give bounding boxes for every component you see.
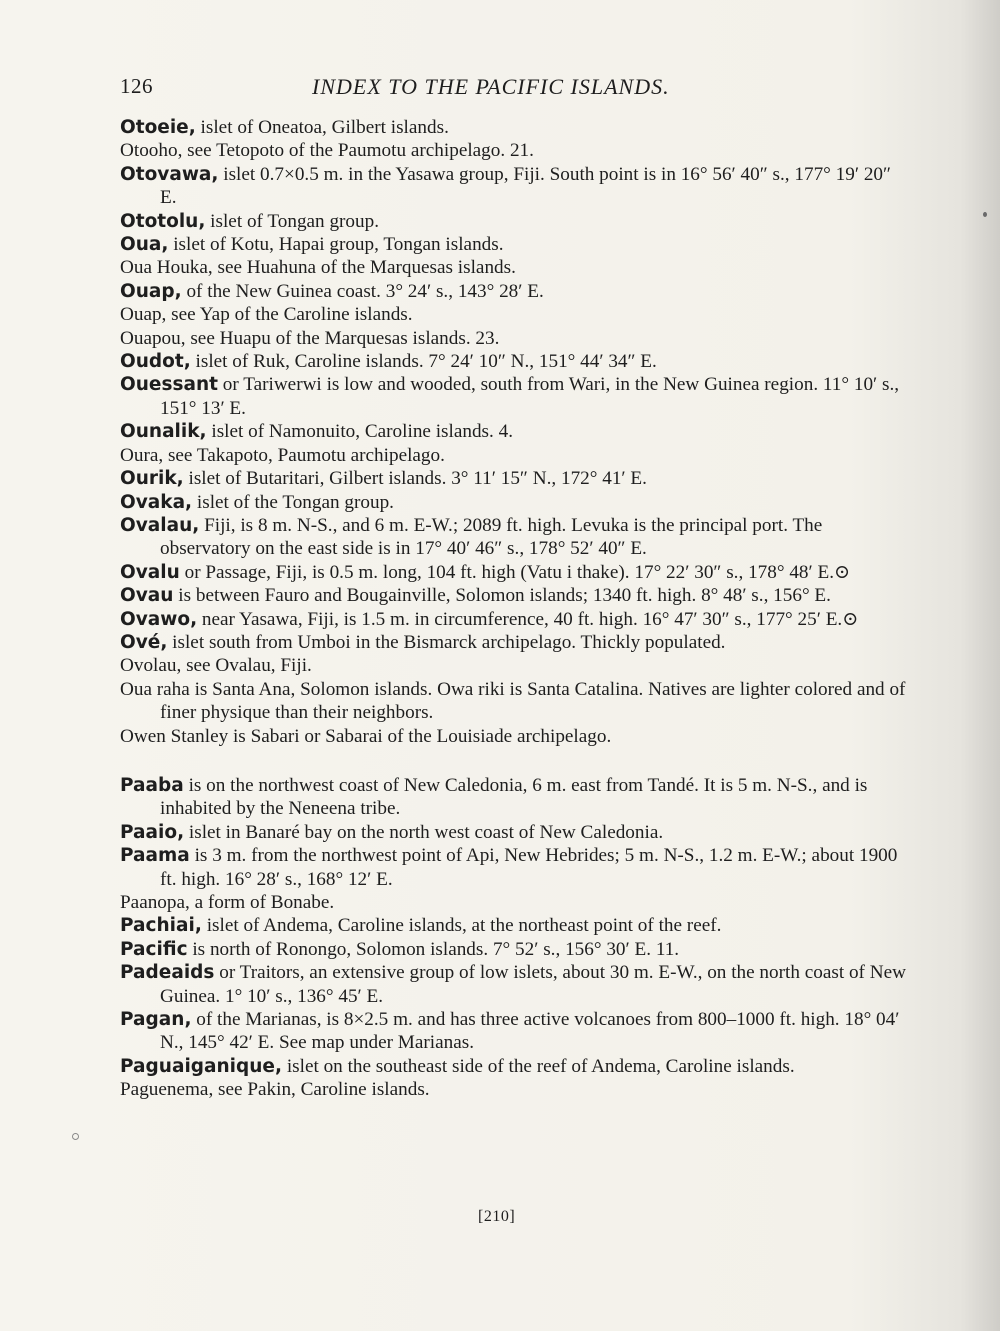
entry-text: near Yasawa, Fiji, is 1.5 m. in circumference, 40 ft. high. 16° 47′ 30″ s., 177° 25′ E.⊙ bbox=[197, 608, 859, 630]
entry-text: Oua raha is Santa Ana, Solomon islands. Owa riki is Santa Catalina. Natives are lighter colored and of finer physique than their neighbors. bbox=[120, 678, 906, 724]
entry-headword: Ové, bbox=[120, 631, 168, 653]
entry-text: Ovolau, see Ovalau, Fiji. bbox=[120, 655, 312, 677]
index-entry bbox=[120, 678, 910, 725]
index-entry bbox=[120, 584, 910, 607]
entry-text: islet of Andema, Caroline islands, at the northeast point of the reef. bbox=[201, 915, 722, 937]
entry-text: or Passage, Fiji, is 0.5 m. long, 104 ft. high (Vatu i thake). 17° 22′ 30″ s., 178° 48′ E.⊙ bbox=[179, 561, 851, 583]
index-entry bbox=[120, 233, 910, 256]
index-entry bbox=[120, 327, 910, 350]
index-entry bbox=[120, 774, 910, 821]
folio-number: [210] bbox=[478, 1208, 516, 1225]
index-entry bbox=[120, 1078, 910, 1101]
index-entry bbox=[120, 467, 910, 490]
index-entry bbox=[120, 350, 910, 373]
entry-text: islet 0.7×0.5 m. in the Yasawa group, Fiji. South point is in 16° 56′ 40″ s., 177° 19′ 20″ E. bbox=[160, 163, 892, 209]
entry-text: is between Fauro and Bougainville, Solomon islands; 1340 ft. high. 8° 48′ s., 156° E. bbox=[173, 585, 831, 607]
entry-headword: Ovalau, bbox=[120, 514, 200, 536]
entry-headword: Ovalu bbox=[120, 561, 180, 583]
entry-text: of the Marianas, is 8×2.5 m. and has three active volcanoes from 800–1000 ft. high. 18° 04′ N., 145° 42′ E. See map under Marianas. bbox=[160, 1009, 900, 1054]
entry-text: islet of Oneatoa, Gilbert islands. bbox=[195, 117, 449, 138]
entry-text: islet of Tongan group. bbox=[205, 210, 380, 232]
entry-text: Otooho, see Tetopoto of the Paumotu archipelago. 21. bbox=[120, 140, 534, 162]
entry-text: Owen Stanley is Sabari or Sabarai of the Louisiade archipelago. bbox=[120, 725, 612, 747]
entry-headword: Pagan, bbox=[120, 1009, 192, 1031]
entry-headword: Ouessant bbox=[120, 374, 218, 396]
ink-speck bbox=[983, 212, 987, 217]
entry-text: or Tariwerwi is low and wooded, south from Wari, in the New Guinea region. 11° 10′ s., 151° 13′ E. bbox=[160, 374, 900, 419]
entry-headword: Oudot, bbox=[120, 351, 191, 373]
index-entry bbox=[120, 938, 910, 961]
index-entry bbox=[120, 1008, 910, 1055]
entry-text: is on the northwest coast of New Caledonia, 6 m. east from Tandé. It is 5 m. N-S., and is inhabited by the Neneena tribe. bbox=[160, 774, 868, 820]
entry-headword: Paaio, bbox=[120, 821, 185, 843]
index-entry bbox=[120, 210, 910, 233]
index-entry bbox=[120, 914, 910, 937]
entry-text: islet of Namonuito, Caroline islands. 4. bbox=[206, 421, 514, 443]
index-entry bbox=[120, 1055, 910, 1078]
page-number: 126 bbox=[120, 74, 153, 98]
entry-text: Ouapou, see Huapu of the Marquesas islands. 23. bbox=[120, 327, 500, 349]
entry-headword: Paguaiganique, bbox=[120, 1055, 283, 1077]
index-entry bbox=[120, 163, 910, 210]
entry-headword: Ovau bbox=[120, 585, 174, 607]
entry-text: Ouap, see Yap of the Caroline islands. bbox=[120, 304, 413, 326]
entry-text: Fiji, is 8 m. N-S., and 6 m. E-W.; 2089 ft. high. Levuka is the principal port. The observatory on the east side is in 17° 40′ 46″ s., 178° 52′ 40″ E. bbox=[160, 514, 823, 560]
index-entry bbox=[120, 373, 910, 420]
entry-headword: Paaba bbox=[120, 774, 184, 796]
running-title: INDEX TO THE PACIFIC ISLANDS. bbox=[312, 74, 670, 99]
entry-text: islet of Butaritari, Gilbert islands. 3° 11′ 15″ N., 172° 41′ E. bbox=[183, 468, 647, 490]
entry-text: islet south from Umboi in the Bismarck archipelago. Thickly populated. bbox=[167, 631, 726, 653]
index-entry bbox=[120, 444, 910, 467]
entry-text: islet on the southeast side of the reef of Andema, Caroline islands. bbox=[282, 1055, 795, 1077]
index-entry bbox=[120, 561, 910, 584]
index-entry bbox=[120, 514, 910, 561]
entry-text: islet of Ruk, Caroline islands. 7° 24′ 10″ N., 151° 44′ 34″ E. bbox=[190, 351, 657, 373]
entry-headword: Ourik, bbox=[120, 468, 184, 490]
entry-headword: Pachiai, bbox=[120, 915, 202, 937]
entry-text: Paanopa, a form of Bonabe. bbox=[120, 892, 335, 913]
entry-headword: Ototolu, bbox=[120, 210, 206, 232]
index-entry bbox=[120, 139, 910, 162]
entry-headword: Ovawo, bbox=[120, 608, 198, 630]
entry-text: Oura, see Takapoto, Paumotu archipelago. bbox=[120, 444, 445, 466]
entry-text: islet of Kotu, Hapai group, Tongan islands. bbox=[168, 234, 504, 256]
entry-headword: Oua, bbox=[120, 234, 169, 256]
entry-headword: Ouap, bbox=[120, 280, 182, 302]
entry-text: of the New Guinea coast. 3° 24′ s., 143° 28′ E. bbox=[181, 280, 544, 302]
ink-speck bbox=[72, 1133, 79, 1140]
entry-headword: Otovawa, bbox=[120, 163, 219, 185]
index-entry bbox=[120, 631, 910, 654]
entry-text: islet in Banaré bay on the north west coast of New Caledonia. bbox=[184, 821, 664, 843]
entry-headword: Otoeie, bbox=[120, 117, 196, 138]
entry-text: Oua Houka, see Huahuna of the Marquesas islands. bbox=[120, 257, 516, 279]
index-entry bbox=[120, 303, 910, 326]
entry-headword: Pacific bbox=[120, 938, 188, 960]
index-entry bbox=[120, 844, 910, 891]
index-entry bbox=[120, 725, 910, 748]
index-entries bbox=[120, 116, 910, 1102]
entry-text: is north of Ronongo, Solomon islands. 7° 52′ s., 156° 30′ E. 11. bbox=[187, 938, 680, 960]
index-entry bbox=[120, 961, 910, 1008]
index-entry bbox=[120, 280, 910, 303]
entry-headword: Paama bbox=[120, 845, 190, 867]
entry-headword: Ounalik, bbox=[120, 421, 207, 443]
entry-text: or Traitors, an extensive group of low islets, about 30 m. E-W., on the north coast of New Guinea. 1° 10′ s., 136° 45′ E. bbox=[160, 962, 906, 1007]
index-entry bbox=[120, 891, 910, 914]
page-header bbox=[120, 74, 910, 104]
entry-text: Paguenema, see Pakin, Caroline islands. bbox=[120, 1079, 430, 1101]
entry-headword: Ovaka, bbox=[120, 491, 193, 513]
index-entry bbox=[120, 491, 910, 514]
entry-headword: Padeaids bbox=[120, 962, 215, 984]
index-entry bbox=[120, 256, 910, 279]
index-entry bbox=[120, 821, 910, 844]
index-entry bbox=[120, 116, 910, 139]
index-entry bbox=[120, 420, 910, 443]
index-entry bbox=[120, 608, 910, 631]
entry-text: is 3 m. from the northwest point of Api, New Hebrides; 5 m. N-S., 1.2 m. E-W.; about 1900 ft. high. 16° 28′ s., 168° 12′ E. bbox=[160, 845, 898, 890]
index-entry bbox=[120, 654, 910, 677]
entry-text: islet of the Tongan group. bbox=[192, 491, 394, 513]
